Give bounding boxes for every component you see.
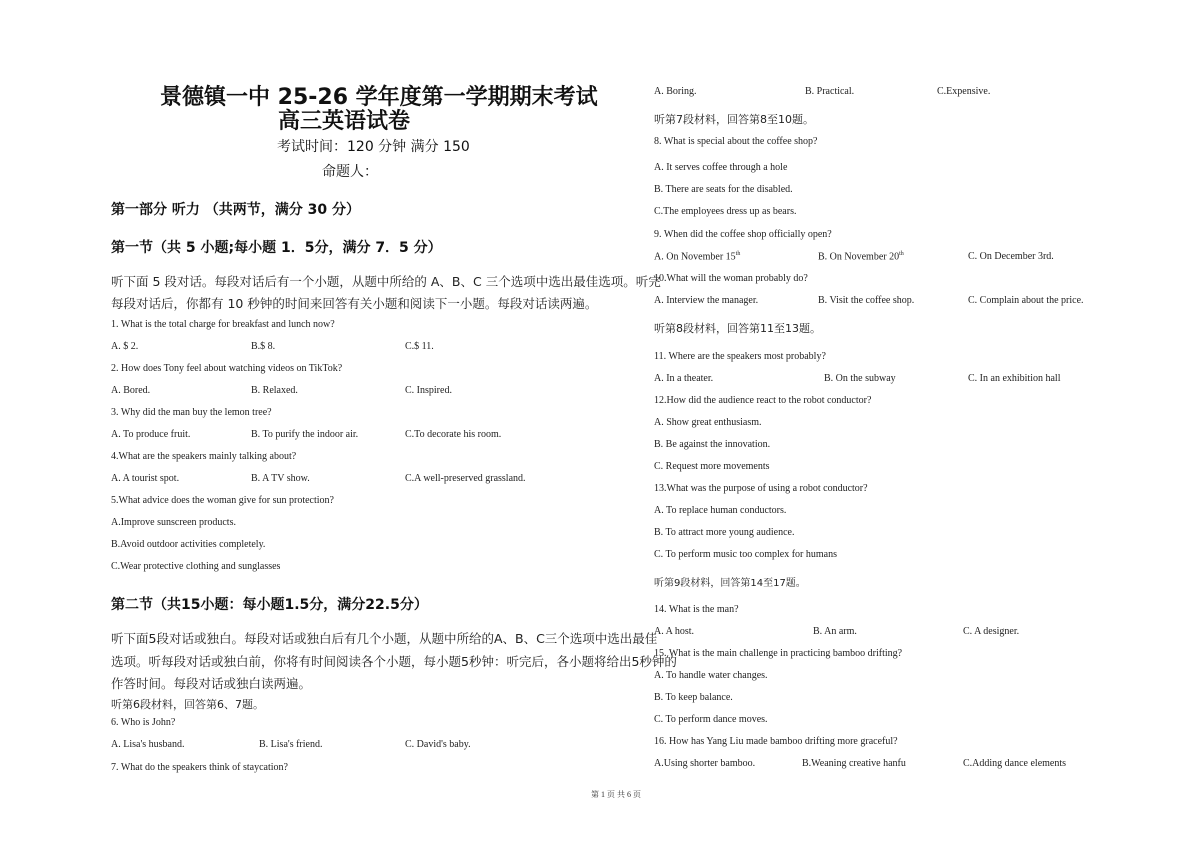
section2-instructions-line3: 作答时间。每段对话或独白读两遍。	[111, 676, 312, 691]
option-a: A. Bored.	[111, 385, 151, 396]
question-stem: 11. Where are the speakers most probably?	[654, 351, 826, 362]
option-a: A. A host.	[654, 626, 695, 637]
question-stem: 4.What are the speakers mainly talking about?	[111, 451, 297, 462]
question-stem: 2. How does Tony feel about watching videos on TikTok?	[111, 363, 343, 374]
section1-instructions-line1: 听下面 5 段对话。每段对话后有一个小题，从题中所给的 A、B、C 三个选项中选出最佳选项。听完	[111, 274, 661, 289]
option-a: A. Boring.	[654, 86, 697, 97]
page-number: 第 1 页 共 6 页	[591, 790, 641, 799]
option-b: B. Relaxed.	[251, 385, 298, 396]
option-b: B. To purify the indoor air.	[251, 429, 359, 440]
material-7-heading: 听第7段材料，回答第8至10题。	[654, 113, 814, 126]
option-a: A. To replace human conductors.	[654, 505, 787, 516]
option-c: C.$ 11.	[405, 341, 434, 352]
question-stem: 8. What is special about the coffee shop?	[654, 136, 818, 147]
option-c: C. David's baby.	[405, 739, 471, 750]
question-stem: 9. When did the coffee shop officially open?	[654, 229, 832, 240]
question-stem: 16. How has Yang Liu made bamboo drifting more graceful?	[654, 736, 898, 747]
option-c: C. Complain about the price.	[968, 295, 1084, 306]
option-c: C. To perform dance moves.	[654, 714, 768, 725]
section1-instructions-line2: 每段对话后，你都有 10 秒钟的时间来回答有关小题和阅读下一小题。每段对话读两遍。	[111, 296, 598, 311]
option-a: A. On November 15th	[654, 251, 741, 263]
option-c: C. To perform music too complex for humans	[654, 549, 837, 560]
part1-heading: 第一部分 听力 （共两节，满分 30 分）	[111, 202, 360, 218]
option-b: B.Weaning creative hanfu	[802, 758, 906, 769]
option-a: A. Interview the manager.	[654, 295, 759, 306]
section1-heading: 第一节（共 5 小题;每小题 1．5分，满分 7．5 分）	[111, 240, 442, 256]
option-a: A.Improve sunscreen products.	[111, 517, 236, 528]
option-a: A. Lisa's husband.	[111, 739, 185, 750]
section2-instructions-line2: 选项。听每段对话或独白前，你将有时间阅读各个小题，每小题5秒钟：听完后，各小题将给出5秒钟的	[111, 654, 677, 669]
material-8-heading: 听第8段材料，回答第11至13题。	[654, 322, 821, 335]
question-stem: 1. What is the total charge for breakfast and lunch now?	[111, 319, 335, 330]
material-9-heading: 听第9段材料，回答第14至17题。	[654, 578, 806, 589]
option-a: A. To handle water changes.	[654, 670, 768, 681]
option-c: C. Inspired.	[405, 385, 452, 396]
option-a: A. Show great enthusiasm.	[654, 417, 762, 428]
option-b: B.Avoid outdoor activities completely.	[111, 539, 266, 550]
option-c: C.A well-preserved grassland.	[405, 473, 526, 484]
option-b: B. To attract more young audience.	[654, 527, 795, 538]
option-c: C. In an exhibition hall	[968, 373, 1061, 384]
question-7-stem: 7. What do the speakers think of staycation?	[111, 762, 288, 773]
option-b: B.$ 8.	[251, 341, 276, 352]
option-c: C. A designer.	[963, 626, 1020, 637]
exam-title-line1: 景德镇一中 25-26 学年度第一学期期末考试	[160, 85, 598, 110]
question-stem: 6. Who is John?	[111, 717, 176, 728]
section2-heading: 第二节（共15小题：每小题1.5分，满分22.5分）	[111, 597, 428, 613]
question-stem: 5.What advice does the woman give for sun protection?	[111, 495, 334, 506]
question-stem: 13.What was the purpose of using a robot conductor?	[654, 483, 868, 494]
option-b: B. Visit the coffee shop.	[818, 295, 915, 306]
question-setter: 命题人：	[322, 164, 378, 180]
option-c: C. Request more movements	[654, 461, 770, 472]
option-c: C.To decorate his room.	[405, 429, 502, 440]
option-a: A. It serves coffee through a hole	[654, 162, 788, 173]
option-c: C.The employees dress up as bears.	[654, 206, 797, 217]
option-b: B. Be against the innovation.	[654, 439, 771, 450]
exam-info: 考试时间：120 分钟 满分 150	[277, 139, 470, 155]
option-b: B. A TV show.	[251, 473, 310, 484]
option-a: A. To produce fruit.	[111, 429, 191, 440]
exam-title-line2: 高三英语试卷	[278, 109, 411, 134]
option-b: B. To keep balance.	[654, 692, 733, 703]
option-c: C.Wear protective clothing and sunglasses	[111, 561, 281, 572]
question-stem: 15. What is the main challenge in practicing bamboo drifting?	[654, 648, 903, 659]
question-stem: 14. What is the man?	[654, 604, 739, 615]
option-c: C.Expensive.	[937, 86, 991, 97]
option-a: A. A tourist spot.	[111, 473, 180, 484]
option-b: B. Lisa's friend.	[259, 739, 323, 750]
option-a: A. $ 2.	[111, 341, 139, 352]
question-stem: 12.How did the audience react to the robot conductor?	[654, 395, 872, 406]
option-b: B. Practical.	[805, 86, 855, 97]
option-c: C.Adding dance elements	[963, 758, 1067, 769]
material-6-heading: 听第6段材料，回答第6、7题。	[111, 698, 264, 711]
option-b: B. An arm.	[813, 626, 857, 637]
option-b: B. There are seats for the disabled.	[654, 184, 793, 195]
option-a: A.Using shorter bamboo.	[654, 758, 756, 769]
option-a: A. In a theater.	[654, 373, 714, 384]
option-c: C. On December 3rd.	[968, 251, 1054, 262]
option-b: B. On the subway	[824, 373, 896, 384]
question-stem: 3. Why did the man buy the lemon tree?	[111, 407, 272, 418]
section2-instructions-line1: 听下面5段对话或独白。每段对话或独白后有几个小题，从题中所给的A、B、C三个选项中选出最佳	[111, 631, 658, 646]
option-b: B. On November 20th	[818, 251, 904, 263]
question-stem: 10.What will the woman probably do?	[654, 273, 808, 284]
